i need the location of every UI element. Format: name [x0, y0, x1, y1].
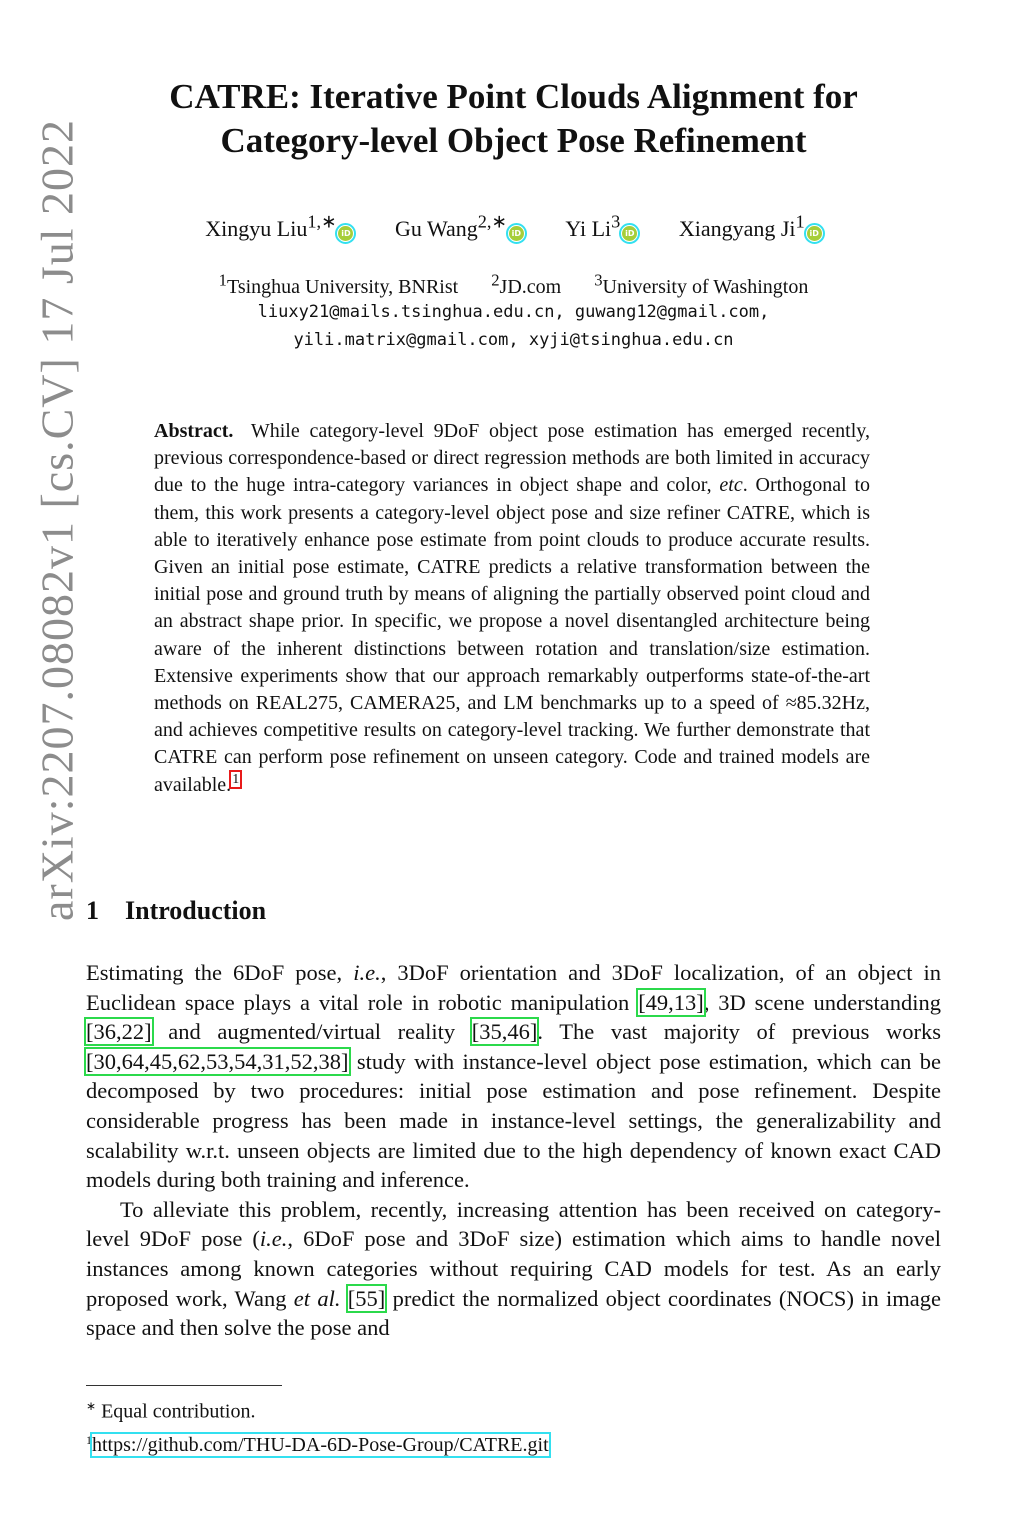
citation-link[interactable]: [55]	[347, 1285, 386, 1311]
footnote-mark: 1	[86, 1432, 92, 1447]
affiliation-mark: 2	[491, 270, 500, 289]
citation-link[interactable]: [49,13]	[638, 989, 704, 1015]
paper-title	[86, 75, 941, 163]
paragraph	[86, 958, 941, 1195]
text-italic: i.e.	[353, 960, 381, 985]
author-affil-mark: 3	[611, 212, 621, 232]
affiliation-name: Tsinghua University, BNRist	[227, 275, 459, 298]
author	[565, 212, 637, 242]
affiliation-mark: 1	[218, 270, 227, 289]
introduction-body	[86, 958, 941, 1343]
text-italic: et al.	[293, 1285, 341, 1311]
affiliation-mark: 3	[594, 270, 603, 289]
text: , 3DoF orientation and 3DoF localization, of an object in Euclidean space plays a vital role in robotic manipulation	[86, 960, 942, 1015]
text: , 3D scene understanding	[703, 989, 941, 1015]
section-heading	[86, 896, 266, 926]
abstract-etc: etc	[719, 474, 743, 497]
author-list	[86, 212, 941, 242]
citation-link[interactable]: [35,46]	[471, 1019, 538, 1045]
affiliation-name: JD.com	[499, 275, 562, 298]
footnote-text: Equal contribution.	[101, 1400, 256, 1423]
citation-link[interactable]: [30,64,45,62,53,54,31,52,38]	[86, 1048, 349, 1074]
footnote-equal-contribution	[86, 1392, 946, 1426]
abstract-text: While category-level 9DoF object pose estimation has emerged recently, previous correspondence-based or direct regression methods are both limited in accuracy due to the huge intra-category variances in object shape and color,	[154, 420, 870, 497]
author	[394, 212, 524, 242]
abstract-label: Abstract.	[154, 420, 234, 442]
title-line-1: CATRE: Iterative Point Clouds Alignment for	[169, 77, 858, 116]
author-affil-mark: 2,∗	[477, 212, 507, 232]
paragraph	[86, 1195, 941, 1343]
code-url-link[interactable]: https://github.com/THU-DA-6D-Pose-Group/CATRE.git	[92, 1434, 549, 1457]
text: , 6DoF pose and 3DoF size) estimation which aims to handle novel instances among known categories without requiring CAD models for test. As an early proposed work, Wang	[86, 1226, 941, 1311]
citation-link[interactable]: [36,22]	[86, 1019, 152, 1045]
affiliation	[218, 270, 459, 298]
text-italic: i.e.	[259, 1226, 288, 1252]
author-name: Yi Li	[565, 216, 612, 242]
email-line-1: liuxy21@mails.tsinghua.edu.cn, guwang12@gmail.com,	[257, 302, 770, 322]
author	[678, 212, 822, 242]
author	[205, 212, 353, 242]
affiliation	[491, 270, 562, 298]
text: and augmented/virtual reality	[168, 1019, 456, 1045]
email-block	[86, 298, 941, 354]
affiliation-name: University of Washington	[602, 275, 809, 298]
orcid-icon[interactable]: iD	[622, 226, 637, 241]
footnote-link[interactable]: 1	[232, 771, 240, 787]
author-name: Xingyu Liu	[205, 216, 308, 242]
orcid-icon[interactable]: iD	[509, 226, 524, 241]
footnote-divider	[86, 1385, 282, 1386]
title-line-2: Category-level Object Pose Refinement	[220, 121, 807, 160]
author-affil-mark: 1,∗	[307, 212, 337, 232]
author-name: Gu Wang	[394, 216, 478, 242]
abstract-text-continued: . Orthogonal to them, this work presents a category-level object pose and size refiner CATRE, which is able to iteratively enhance pose estimate from point clouds to produce accurate results. Given an initial pose estimate, CATRE predicts a relative transformation between the initial pose and ground truth by means of aligning the partially observed point cloud and an abstract shape prior. In specific, we propose a novel disentangled architecture being aware of the inherent distinctions between rotation and translation/size estimation. Extensive experiments show that our approach remarkably outperforms state-of-the-art methods on REAL275, CAMERA25, and LM benchmarks up to a speed of ≈85.32Hz, and achieves competitive results on category-level tracking. We further demonstrate that CATRE can perform pose refinement on unseen category. Code and trained models are available.	[154, 474, 870, 796]
author-name: Xiangyang Ji	[678, 216, 796, 242]
footnote-mark: ∗	[86, 1399, 97, 1413]
section-title: Introduction	[125, 896, 267, 925]
author-affil-mark: 1	[795, 212, 805, 232]
text: To alleviate this problem, recently, increasing attention has been received on category-level 9DoF pose (	[86, 1196, 941, 1252]
footnotes	[86, 1392, 946, 1459]
affiliation	[594, 270, 809, 298]
affiliation-list	[86, 270, 941, 299]
text: predict the normalized object coordinates (NOCS) in image space and then solve the pose and	[86, 1285, 942, 1341]
arxiv-sidebar	[22, 85, 92, 955]
footnote-code-url	[86, 1426, 946, 1460]
text: Estimating the 6DoF pose,	[86, 960, 343, 985]
orcid-icon[interactable]: iD	[807, 226, 822, 241]
arxiv-identifier: arXiv:2207.08082v1 [cs.CV] 17 Jul 2022	[31, 118, 83, 922]
section-number: 1	[86, 896, 99, 925]
abstract	[154, 418, 870, 799]
text: study with instance-level object pose estimation, which can be decomposed by two procedures: initial pose estimation and pose refinement. Despite considerable progress has been made in instance-level settings, the generalizability and scalability w.r.t. unseen objects are limited due to the high dependency of known exact CAD models during both training and inference.	[86, 1048, 941, 1193]
text: . The vast majority of previous works	[537, 1019, 942, 1045]
email-line-2: yili.matrix@gmail.com, xyji@tsinghua.edu.cn	[293, 330, 734, 350]
orcid-icon[interactable]: iD	[338, 226, 353, 241]
